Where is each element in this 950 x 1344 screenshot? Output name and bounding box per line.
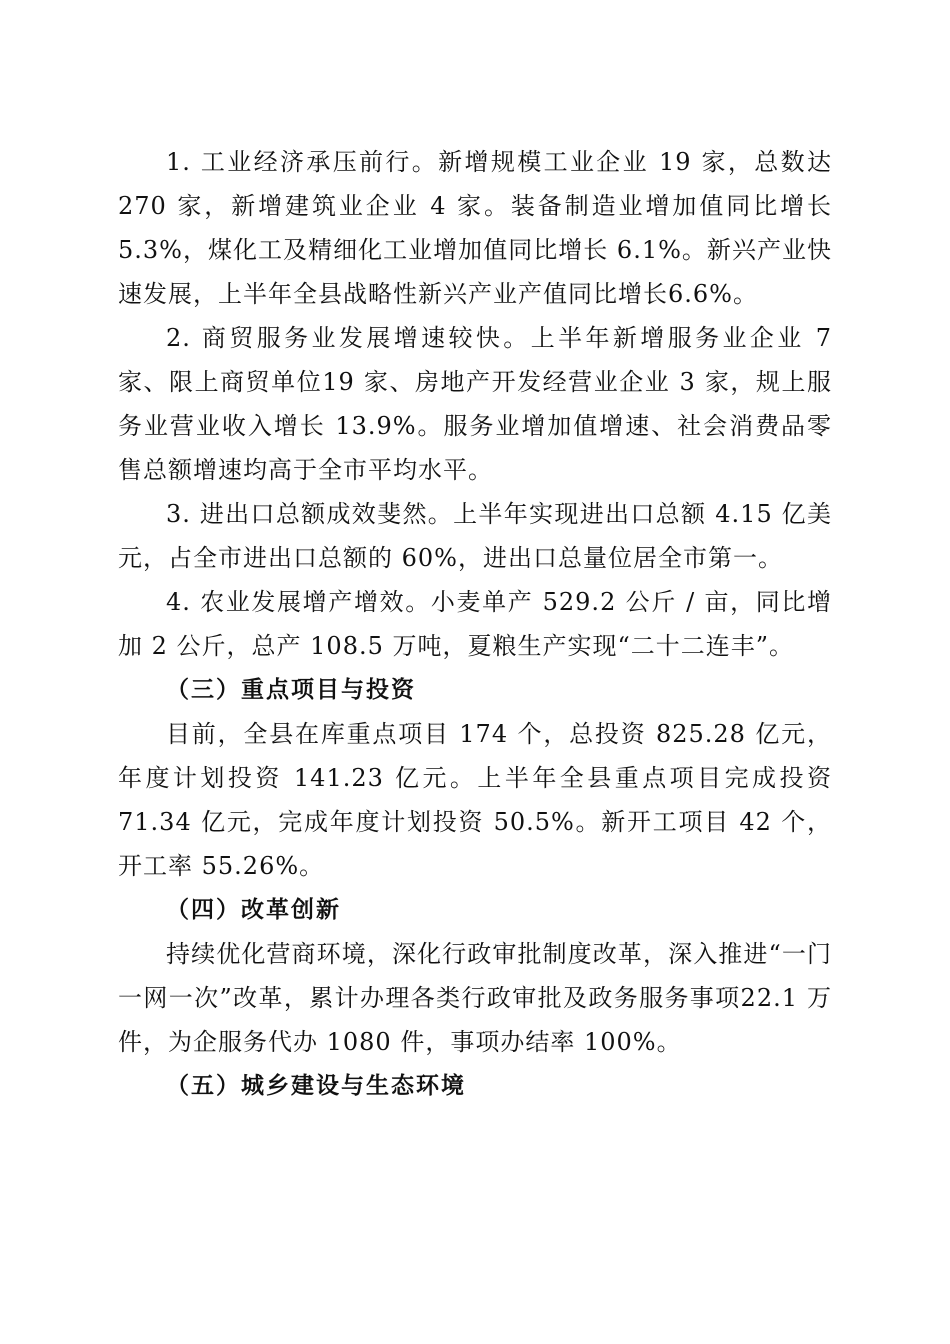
paragraph-projects: 目前，全县在库重点项目 174 个，总投资 825.28 亿元，年度计划投资 141.23 亿元。上半年全县重点项目完成投资 71.34 亿元，完成年度计划投资 50.5%。新开工项目 42 个，开工率 55.26%。 — [118, 720, 832, 880]
document-body — [118, 140, 832, 1108]
paragraph-industry: 1. 工业经济承压前行。新增规模工业企业 19 家，总数达 270 家，新增建筑业企业 4 家。装备制造业增加值同比增长 5.3%，煤化工及精细化工业增加值同比增长 6.1%。新兴产业快速发展，上半年全县战略性新兴产业产值同比增长6.6%。 — [118, 148, 832, 308]
paragraph-agriculture: 4. 农业发展增产增效。小麦单产 529.2 公斤 / 亩，同比增加 2 公斤，总产 108.5 万吨，夏粮生产实现“二十二连丰”。 — [118, 588, 832, 660]
paragraph-reform: 持续优化营商环境，深化行政审批制度改革，深入推进“一门一网一次”改革，累计办理各类行政审批及政务服务事项22.1 万件，为企服务代办 1080 件，事项办结率 100%。 — [118, 940, 832, 1056]
paragraph-export: 3. 进出口总额成效斐然。上半年实现进出口总额 4.15 亿美元，占全市进出口总额的 60%，进出口总量位居全市第一。 — [118, 500, 832, 572]
paragraph-trade: 2. 商贸服务业发展增速较快。上半年新增服务业企业 7 家、限上商贸单位19 家、房地产开发经营业企业 3 家，规上服务业营业收入增长 13.9%。服务业增加值增速、社会消费品零售总额增速均高于全市平均水平。 — [118, 324, 832, 484]
section-heading-urban: （五）城乡建设与生态环境 — [166, 1073, 466, 1099]
section-heading-reform: （四）改革创新 — [166, 897, 341, 923]
section-heading-projects: （三）重点项目与投资 — [166, 677, 416, 703]
